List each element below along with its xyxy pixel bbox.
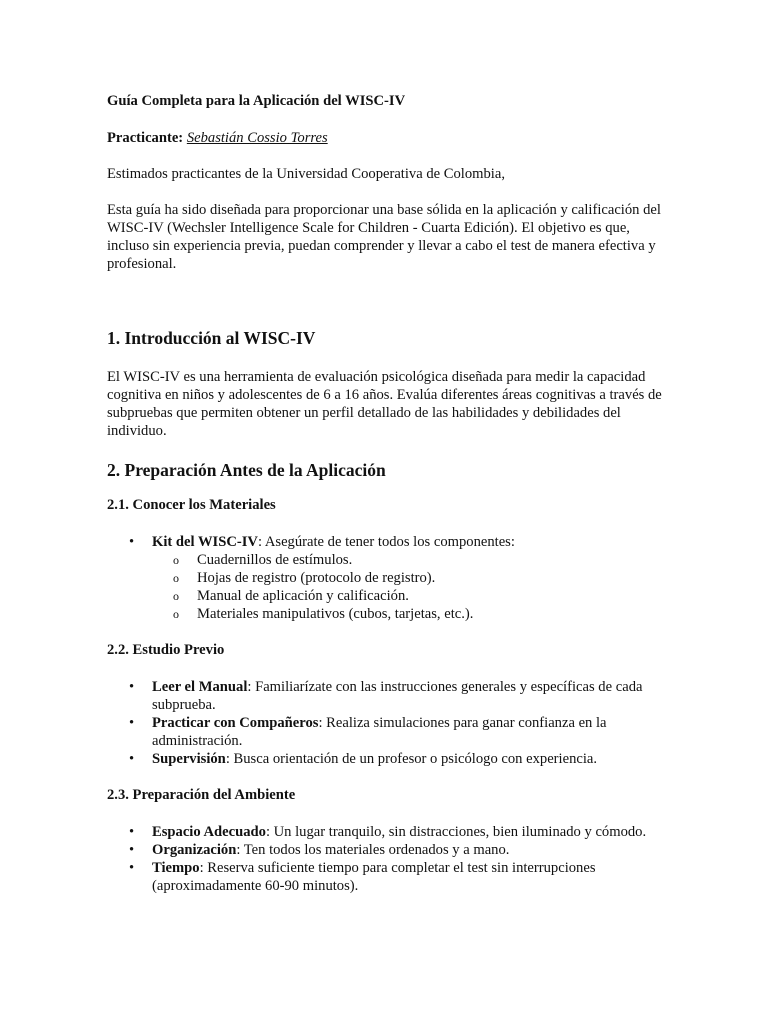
greeting: Estimados practicantes de la Universidad Cooperativa de Colombia, <box>107 166 505 182</box>
item-bold-label: Practicar con Compañeros <box>152 715 319 731</box>
item-text: : Ten todos los materiales ordenados y a mano. <box>236 842 510 858</box>
bullet-glyph: • <box>129 860 135 876</box>
practicante-line <box>107 129 667 147</box>
subitem-text: Materiales manipulativos (cubos, tarjetas, etc.). <box>197 606 474 622</box>
item-bold-label: Espacio Adecuado <box>152 824 266 840</box>
item-text: : Asegúrate de tener todos los componentes: <box>257 534 515 550</box>
document-page <box>107 92 667 895</box>
bullet-glyph: • <box>129 824 135 840</box>
intro-paragraph: Esta guía ha sido diseñada para proporcionar una base sólida en la aplicación y calificación del WISC-IV (Wechsler Intelligence Scale for Children - Cuarta Edición). El objetivo es que, incluso sin experiencia previa, puedan comprender y llevar a cabo el test de manera efectiva y profesional. <box>107 202 661 272</box>
subitem-text: Cuadernillos de estímulos. <box>197 552 353 568</box>
bullet-glyph: • <box>129 679 135 695</box>
sub1-sublist <box>152 551 667 623</box>
item-bold-label: Kit del WISC-IV <box>152 534 258 550</box>
subbullet-glyph: o <box>173 571 179 585</box>
item-text: : Un lugar tranquilo, sin distracciones, bien iluminado y cómodo. <box>265 824 647 840</box>
sub2-heading: 2.2. Estudio Previo <box>107 642 225 658</box>
sub1-list <box>107 533 667 623</box>
sublist-item <box>152 605 667 623</box>
bullet-glyph: • <box>129 534 135 550</box>
section2-heading: 2. Preparación Antes de la Aplicación <box>107 460 386 480</box>
sublist-item <box>152 551 667 569</box>
sub2-list <box>107 678 667 768</box>
sub3-heading: 2.3. Preparación del Ambiente <box>107 787 296 803</box>
item-text: : Reserva suficiente tiempo para completar el test sin interrupciones (aproximadamente 60-90 minutos). <box>152 860 596 894</box>
subbullet-glyph: o <box>173 589 179 603</box>
item-bold-label: Tiempo <box>152 860 200 876</box>
document-title: Guía Completa para la Aplicación del WISC-IV <box>107 93 406 109</box>
subbullet-glyph: o <box>173 553 179 567</box>
section1-paragraph: El WISC-IV es una herramienta de evaluación psicológica diseñada para medir la capacidad cognitiva en niños y adolescentes de 6 a 16 años. Evalúa diferentes áreas cognitivas a través de subpruebas que permiten obtener un perfil detallado de las habilidades y debilidades del individuo. <box>107 369 662 439</box>
subitem-text: Manual de aplicación y calificación. <box>197 588 409 604</box>
item-bold-label: Supervisión <box>152 751 226 767</box>
bullet-glyph: • <box>129 715 135 731</box>
subbullet-glyph: o <box>173 607 179 621</box>
list-item <box>107 859 667 895</box>
list-item <box>107 678 667 714</box>
sublist-item <box>152 587 667 605</box>
sub1-heading: 2.1. Conocer los Materiales <box>107 497 276 513</box>
practicante-name: Sebastián Cossio Torres <box>186 130 328 146</box>
list-item <box>107 750 667 768</box>
subitem-text: Hojas de registro (protocolo de registro). <box>197 570 436 586</box>
item-bold-label: Organización <box>152 842 237 858</box>
list-item <box>107 841 667 859</box>
item-text: : Familiarízate con las instrucciones generales y específicas de cada subprueba. <box>152 679 643 713</box>
bullet-glyph: • <box>129 751 135 767</box>
list-item <box>107 823 667 841</box>
item-text: : Busca orientación de un profesor o psicólogo con experiencia. <box>225 751 598 767</box>
sub3-list <box>107 823 667 895</box>
practicante-label: Practicante: <box>107 130 184 146</box>
bullet-glyph: • <box>129 842 135 858</box>
item-text: : Realiza simulaciones para ganar confianza en la administración. <box>152 715 607 749</box>
sublist-item <box>152 569 667 587</box>
list-item <box>107 533 667 623</box>
section1-heading: 1. Introducción al WISC-IV <box>107 328 316 348</box>
item-bold-label: Leer el Manual <box>152 679 248 695</box>
list-item <box>107 714 667 750</box>
